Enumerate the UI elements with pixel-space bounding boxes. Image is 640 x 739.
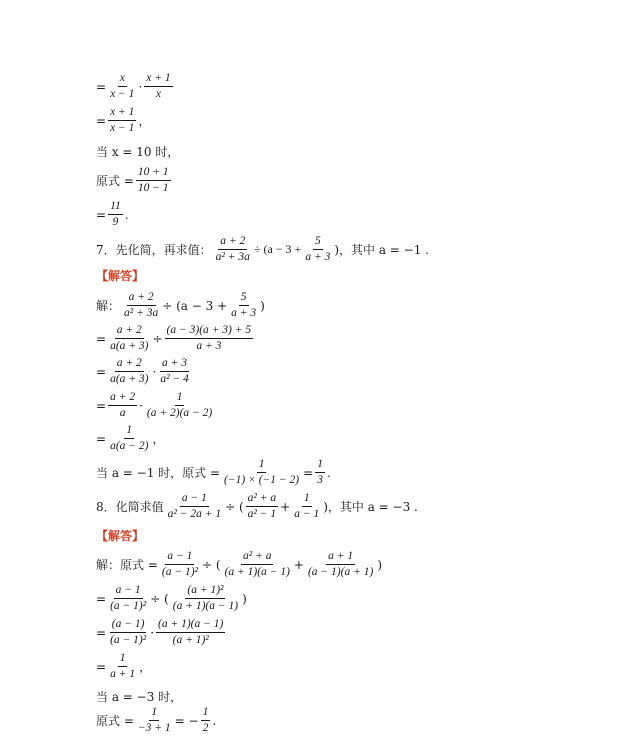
fraction: $\frac{a + 3}{\text{a² − 4}}$ — [160, 357, 189, 386]
fraction: $\frac{1}{a - 1}$ — [294, 492, 320, 521]
answer-tag: 【解答】 — [96, 529, 145, 543]
fraction: $\frac{x + 1}{x}$ — [146, 72, 171, 101]
fraction: $\frac{5}{a + 3}$ — [305, 235, 331, 264]
condition-text: 当 a = −3 时， — [96, 690, 183, 704]
fraction: $\frac{a - 1}{\text{(a − 1)²}}$ — [161, 550, 198, 579]
step-line: = $\frac{a + 2}{a(a + 3)}$ · $\frac{a + 3}{\text{a² − 4}}$ — [96, 357, 189, 386]
question-7: 7．先化简，再求值： $\frac{a + 2}{\text{a² + 3a}}$ ÷ (a − 3 + $\frac{5}{a + 3}$ )，其中 a = −1 . — [96, 235, 429, 264]
fraction: $\frac{a + 2}{a(a + 3)}$ — [110, 357, 149, 386]
fraction: $\frac{a + 1}{(a - 1)(a + 1)}$ — [307, 550, 374, 579]
fraction: $\frac{a + 2}{\text{a² + 3a}}$ — [215, 235, 250, 264]
step-line: = $\frac{(a - 1)}{\text{(a − 1)²}}$ · $\frac{(a + 1)(a - 1)}{\text{(a + 1)²}}$ — [96, 618, 224, 647]
fraction: $\frac{1}{(a + 2)(a - 2)}$ — [146, 391, 213, 420]
step-line: = $\frac{11}{9}$ . — [96, 200, 129, 229]
fraction: $\frac{a - 1}{\text{a² − 2a + 1}}$ — [167, 492, 222, 521]
step-line: = $\frac{x}{x - 1}$ · $\frac{x + 1}{x}$ — [96, 72, 171, 101]
fraction: $\frac{1}{3}$ — [317, 458, 323, 487]
answer-tag: 【解答】 — [96, 269, 145, 283]
fraction: $\frac{1}{(-1) \times (-1 - 2)}$ — [224, 458, 300, 487]
fraction: $\frac{11}{9}$ — [110, 200, 121, 229]
fraction: $\frac{\text{(a + 1)²}}{(a + 1)(a - 1)}$ — [172, 584, 239, 613]
fraction: $\frac{(a - 3)(a + 3) + 5}{a + 3}$ — [166, 324, 252, 353]
step-line: = $\frac{x + 1}{x - 1}$ ， — [96, 106, 151, 135]
step-line: 原式 = $\frac{10 + 1}{10 - 1}$ — [96, 166, 169, 195]
fraction: $\frac{1}{-3 + 1}$ — [137, 706, 171, 735]
step-line: = $\frac{1}{a(a - 2)}$ ， — [96, 424, 165, 453]
step-line: 解：原式 = $\frac{a - 1}{\text{(a − 1)²}}$ ÷ ( $\frac{\text{a² + a}}{(a + 1)(a - 1)}$ + $\frac{a + 1}{(a - 1)(a + 1)}$ ) — [96, 550, 382, 579]
fraction: $\frac{1}{a(a - 2)}$ — [110, 424, 149, 453]
equals-sign: = — [96, 79, 107, 94]
fraction: $\frac{1}{a + 1}$ — [110, 652, 136, 681]
fraction: $\frac{10 + 1}{10 - 1}$ — [137, 166, 169, 195]
fraction: $\frac{(a + 1)(a - 1)}{\text{(a + 1)²}}$ — [158, 618, 224, 647]
step-line: = $\frac{1}{a + 1}$ ， — [96, 652, 152, 681]
fraction: $\frac{a - 1}{\text{(a − 1)²}}$ — [110, 584, 147, 613]
fraction: $\frac{a + 2}{a(a + 3)}$ — [110, 324, 149, 353]
step-line: 解： $\frac{a + 2}{\text{a² + 3a}}$ ÷ (a − 3 + $\frac{5}{a + 3}$ ) — [96, 291, 265, 320]
fraction: $\frac{a + 2}{a}$ — [110, 391, 136, 420]
condition-text: 当 x = 10 时， — [96, 145, 180, 159]
step-line: = $\frac{a + 2}{a}$ · $\frac{1}{(a + 2)(a - 2)}$ — [96, 391, 213, 420]
fraction: $\frac{\text{a² + a}}{\text{a² − 1}}$ — [247, 492, 277, 521]
step-line: = $\frac{a + 2}{a(a + 3)}$ ÷ $\frac{(a - 3)(a + 3) + 5}{a + 3}$ — [96, 324, 252, 353]
fraction: $\frac{x + 1}{x - 1}$ — [110, 106, 135, 135]
step-line: 当 a = −1 时，原式 = $\frac{1}{(-1) \times (-1 - 2)}$ = $\frac{1}{3}$ . — [96, 458, 331, 487]
fraction: $\frac{\text{a² + a}}{(a + 1)(a - 1)}$ — [224, 550, 290, 579]
step-line: = $\frac{a - 1}{\text{(a − 1)²}}$ ÷ ( $\frac{\text{(a + 1)²}}{(a + 1)(a - 1)}$ ) — [96, 584, 247, 613]
fraction: $\frac{(a - 1)}{\text{(a − 1)²}}$ — [110, 618, 147, 647]
fraction: $\frac{a + 2}{\text{a² + 3a}}$ — [124, 291, 159, 320]
fraction: $\frac{5}{a + 3}$ — [231, 291, 257, 320]
fraction: $\frac{x}{x - 1}$ — [110, 72, 135, 101]
step-line: 原式 = $\frac{1}{-3 + 1}$ = − $\frac{1}{2}$ . — [96, 706, 217, 735]
question-8: 8．化简求值 $\frac{a - 1}{\text{a² − 2a + 1}}$ ÷ ( $\frac{\text{a² + a}}{\text{a² − 1}}$ + $\frac{1}{a - 1}$ )，其中 a = −3 . — [96, 492, 418, 521]
fraction: $\frac{1}{2}$ — [202, 706, 209, 735]
